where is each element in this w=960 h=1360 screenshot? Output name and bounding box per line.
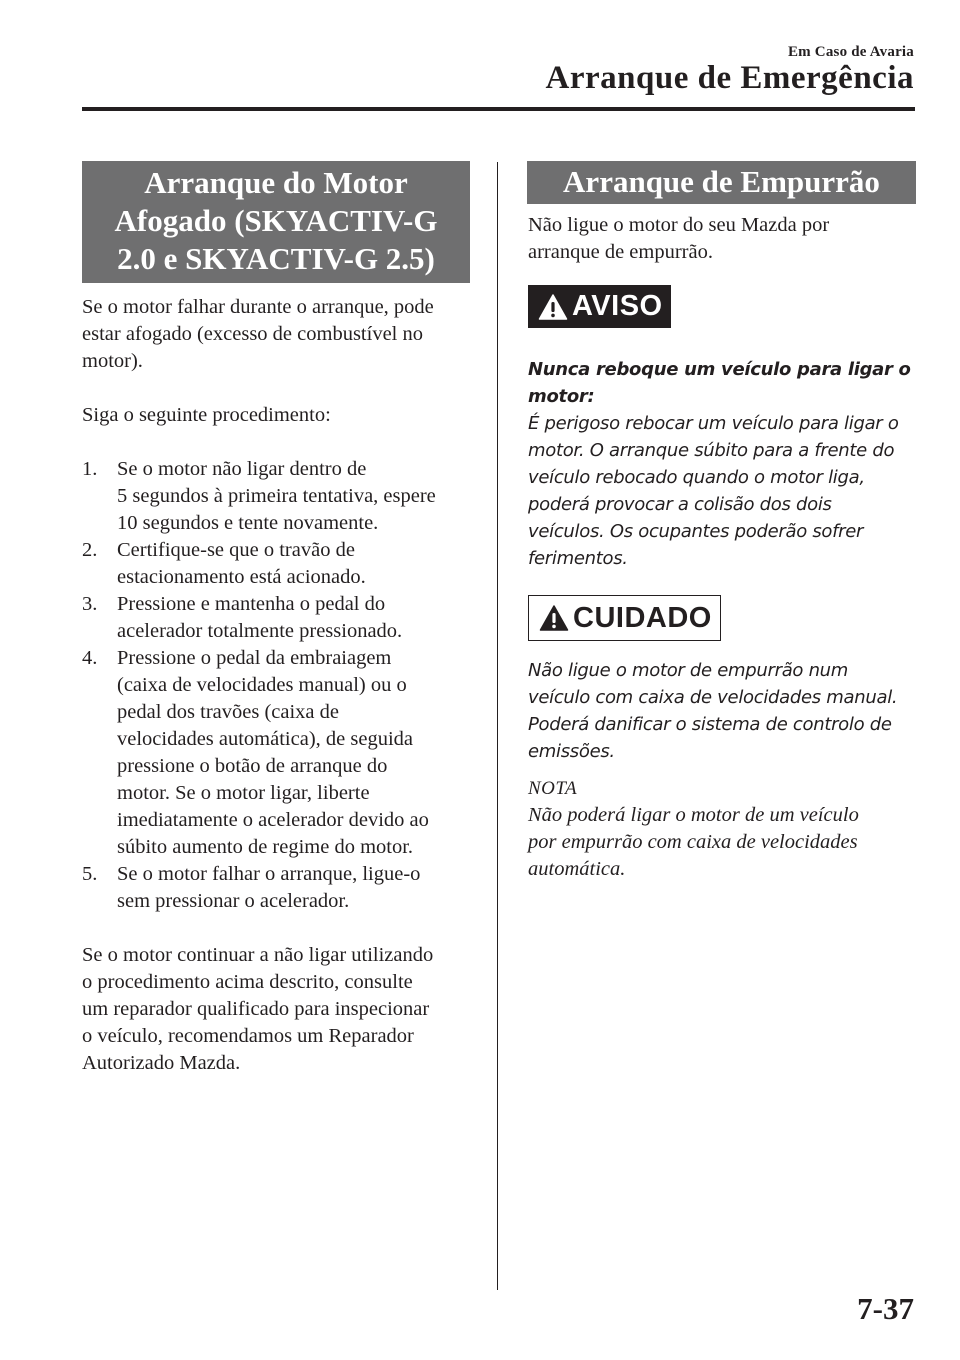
note-text xyxy=(528,802,916,883)
text-line: Se o motor não ligar dentro de xyxy=(117,458,367,480)
text-line: motor: xyxy=(528,386,595,407)
text-line: Certifique-se que o travão de xyxy=(117,539,355,561)
header-rule xyxy=(82,107,915,111)
left-column xyxy=(82,161,470,1077)
note-heading: NOTA xyxy=(528,778,578,799)
intro-paragraph xyxy=(82,294,470,375)
text-line: Autorizado Mazda. xyxy=(82,1052,241,1074)
right-column xyxy=(528,161,916,883)
text-line: emissões. xyxy=(528,741,615,762)
text-line: sem pressionar o acelerador. xyxy=(117,890,350,912)
page-number: 7-37 xyxy=(857,1291,914,1326)
text-line: (caixa de velocidades manual) ou o xyxy=(117,674,407,696)
column-divider xyxy=(497,162,498,1290)
text-line: 10 segundos e tente novamente. xyxy=(117,512,379,534)
text-line: 5 segundos à primeira tentativa, espere xyxy=(117,485,436,507)
text-line: veículos. Os ocupantes poderão sofrer xyxy=(528,521,864,542)
text-line: arranque de empurrão. xyxy=(528,241,713,263)
text-line: pressione o botão de arranque do xyxy=(117,755,388,777)
step-item xyxy=(82,861,470,915)
caution-label: CUIDADO xyxy=(573,601,712,634)
text-line: poderá provocar a colisão dos dois xyxy=(528,494,832,515)
step-item xyxy=(82,591,470,645)
text-line: motor. O arranque súbito para a frente do xyxy=(528,440,895,461)
step-item xyxy=(82,645,470,861)
running-header-section: Em Caso de Avaria xyxy=(787,44,914,60)
step-number: 3. xyxy=(82,593,98,615)
text-line: veículo com caixa de velocidades manual. xyxy=(528,687,898,708)
step-number: 4. xyxy=(82,647,98,669)
text-line: pedal dos travões (caixa de xyxy=(117,701,339,723)
procedure-intro: Siga o seguinte procedimento: xyxy=(82,404,331,426)
text-line: Não ligue o motor do seu Mazda por xyxy=(528,214,830,236)
text-line: Não ligue o motor de empurrão num xyxy=(528,660,849,681)
warning-text xyxy=(528,356,916,572)
warning-label: AVISO xyxy=(572,290,663,322)
text-line: Se o motor continuar a não ligar utilizando xyxy=(82,944,434,966)
text-line: É perigoso rebocar um veículo para ligar o xyxy=(528,413,899,434)
text-line: estar afogado (excesso de combustível no xyxy=(82,323,423,345)
step-number: 2. xyxy=(82,539,98,561)
step-item xyxy=(82,456,470,537)
heading-line: Arranque do Motor xyxy=(144,165,408,200)
running-header-chapter: Arranque de Emergência xyxy=(545,60,914,96)
text-line: Se o motor falhar durante o arranque, pode xyxy=(82,296,434,318)
text-line: veículo rebocado quando o motor liga, xyxy=(528,467,865,488)
text-line: Não poderá ligar o motor de um veículo xyxy=(528,804,859,826)
procedure-steps xyxy=(82,456,470,915)
section-heading-flooded-engine xyxy=(82,161,470,283)
text-line: Pressione e mantenha o pedal do xyxy=(117,593,386,615)
step-item xyxy=(82,537,470,591)
text-line: Poderá danificar o sistema de controlo de xyxy=(528,714,892,735)
text-line: imediatamente o acelerador devido ao xyxy=(117,809,429,831)
step-number: 1. xyxy=(82,458,98,480)
caution-triangle-icon xyxy=(539,604,569,632)
text-line: o procedimento acima descrito, consulte xyxy=(82,971,413,993)
text-line: Nunca reboque um veículo para ligar o xyxy=(528,359,911,380)
text-line: súbito aumento de regime do motor. xyxy=(117,836,414,858)
text-line: automática. xyxy=(528,858,626,880)
closing-paragraph xyxy=(82,942,470,1077)
warning-badge xyxy=(528,285,671,328)
warning-triangle-icon xyxy=(538,293,568,321)
text-line: motor. Se o motor ligar, liberte xyxy=(117,782,370,804)
text-line: o veículo, recomendamos um Reparador xyxy=(82,1025,414,1047)
text-line: Pressione o pedal da embraiagem xyxy=(117,647,392,669)
text-line: Se o motor falhar o arranque, ligue-o xyxy=(117,863,421,885)
step-number: 5. xyxy=(82,863,98,885)
caution-badge xyxy=(528,595,721,641)
heading-line: 2.0 e SKYACTIV-G 2.5) xyxy=(117,241,435,276)
text-line: acelerador totalmente pressionado. xyxy=(117,620,403,642)
caution-text xyxy=(528,657,916,765)
text-line: estacionamento está acionado. xyxy=(117,566,366,588)
text-line: por empurrão com caixa de velocidades xyxy=(528,831,858,853)
text-line: motor). xyxy=(82,350,143,372)
heading-line: Afogado (SKYACTIV-G xyxy=(114,203,438,238)
text-line: ferimentos. xyxy=(528,548,628,569)
text-line: um reparador qualificado para inspecionar xyxy=(82,998,430,1020)
text-line: velocidades automática), de seguida xyxy=(117,728,413,750)
section-heading-push-start: Arranque de Empurrão xyxy=(527,161,916,204)
